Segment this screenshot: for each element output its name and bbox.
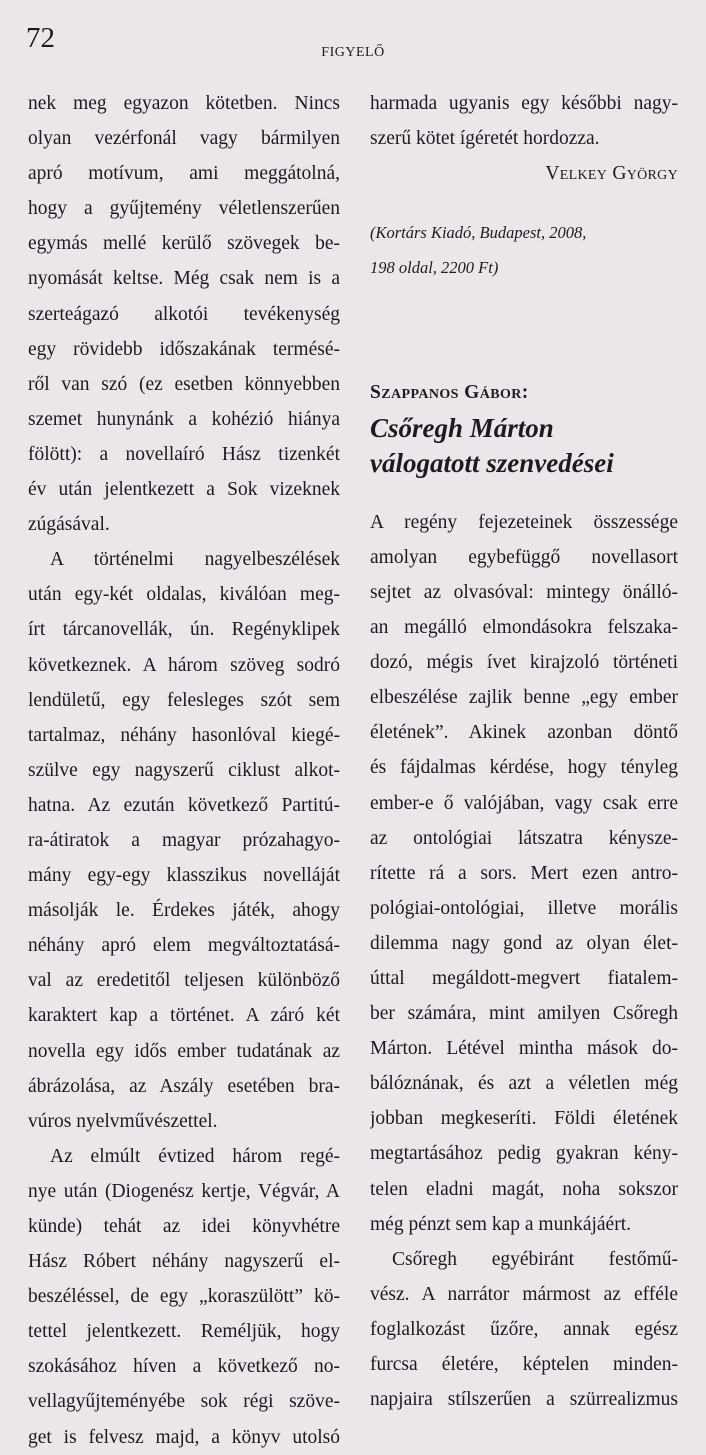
text-line: vellagyűjteményébe sok régi szöve-: [28, 1391, 340, 1413]
spacer: [370, 285, 678, 375]
text-line: zúgásával.: [28, 514, 110, 536]
spacer: [370, 481, 678, 505]
text-line: nek meg egyazon kötetben. Nincs: [28, 93, 340, 114]
text-line: szerű kötet ígéretét hordozza.: [370, 128, 600, 150]
text-line: napjaira stílszerűen a szürrealizmus: [370, 1389, 678, 1411]
text-line: még pénzt sem kap a munkájáért.: [370, 1213, 631, 1235]
text-line: vész. A narrátor mármost az efféle: [370, 1283, 678, 1305]
text-line: künde) tehát az idei könyvhétre: [28, 1216, 340, 1237]
text-line: pológiai-ontológiai, illetve morális: [370, 897, 678, 919]
publication-info: (Kortárs Kiadó, Budapest, 2008,: [370, 223, 587, 243]
text-line: szülve egy nagyszerű ciklust alkot-: [28, 759, 340, 781]
text-line: nye után (Diogenész kertje, Végvár, A: [28, 1180, 340, 1202]
text-line: beszéléssel, de egy „koraszülött” kö-: [28, 1286, 340, 1308]
reviewer-name: Velkey György: [545, 163, 678, 185]
text-line: vúros nyelvművészettel.: [28, 1110, 218, 1132]
text-line: hatna. Az ezután következő Partitú-: [28, 794, 340, 816]
text-line: szokásához híven a következő no-: [28, 1356, 340, 1378]
text-line: megtartásához pedig gyakran kény-: [370, 1143, 678, 1165]
text-line: foglalkozást űzőre, annak egész: [370, 1318, 678, 1340]
text-line: és fájdalmas kérdése, hogy tényleg: [370, 757, 678, 779]
text-line: év után jelentkezett a Sok vizeknek: [28, 479, 340, 501]
text-line: mány egy-egy klasszikus novelláját: [28, 865, 340, 887]
text-line: ábrázolása, az Aszály esetében bra-: [28, 1075, 340, 1097]
text-line: néhány apró elem megváltoztatásá-: [28, 935, 340, 957]
spacer: [370, 191, 678, 215]
text-line: telen eladni magát, noha sokszor: [370, 1178, 678, 1200]
text-line: Hász Róbert néhány nagyszerű el-: [28, 1251, 340, 1273]
text-line: A történelmi nagyelbeszélések: [50, 549, 340, 571]
text-line: karaktert kap a történet. A záró két: [28, 1005, 340, 1027]
text-line: Márton. Létével mintha mások do-: [370, 1038, 678, 1060]
text-line: az ontológiai látszatra kénysze-: [370, 827, 678, 849]
text-line: harmada ugyanis egy későbbi nagy-: [370, 93, 678, 114]
text-line: egymás mellé kerülő szövegek be-: [28, 233, 340, 255]
text-line: Az elmúlt évtized három regé-: [50, 1145, 340, 1167]
text-line: egy rövidebb időszakának termésé-: [28, 338, 340, 360]
text-line: A regény fejezeteinek összessége: [370, 511, 678, 533]
text-line: szerteágazó alkotói tevékenység: [28, 303, 340, 325]
text-line: után egy-két oldalas, kiválóan meg-: [28, 584, 340, 606]
text-line: bálóznának, és azt a véletlen még: [370, 1073, 678, 1095]
text-line: dozó, mégis ívet kirajzoló történeti: [370, 652, 678, 674]
text-line: amolyan egybefüggő novellasort: [370, 546, 678, 568]
text-line: dilemma nagy gond az olyan élet-: [370, 932, 678, 954]
text-line: életének”. Akinek azonban döntő: [370, 722, 678, 744]
publication-info: 198 oldal, 2200 Ft): [370, 258, 499, 278]
review-author: Szappanos Gábor:: [370, 382, 529, 404]
text-line: tettel jelentkezett. Reméljük, hogy: [28, 1321, 340, 1343]
text-line: szemet hunynánk a kohézió hiánya: [28, 408, 340, 430]
text-line: ber számára, mint amilyen Csőregh: [370, 1003, 678, 1025]
left-column: [28, 86, 340, 1455]
text-line: ra-átiratok a magyar prózahagyo-: [28, 829, 340, 851]
review-title: válogatott szenvedései: [370, 447, 614, 478]
text-line: írt tárcanovellák, ún. Regényklipek: [28, 619, 340, 641]
text-line: hogy a gyűjtemény véletlenszerűen: [28, 198, 340, 220]
text-line: fölött): a novellaíró Hász tizenkét: [28, 443, 340, 465]
text-line: következnek. A három szöveg sodró: [28, 654, 340, 676]
text-line: ről van szó (ez esetben könnyebben: [28, 373, 340, 395]
text-line: lendületű, egy felesleges szót sem: [28, 689, 340, 711]
right-column: [370, 86, 678, 1417]
text-line: elbeszélése zajlik benne „egy ember: [370, 687, 678, 709]
text-line: apró motívum, ami meggátolná,: [28, 163, 340, 185]
text-line: tartalmaz, néhány hasonlóval kiegé-: [28, 724, 340, 746]
text-line: get is felvesz majd, a könyv utolsó: [28, 1426, 340, 1448]
page-number: 72: [26, 22, 55, 54]
text-line: nyomását keltse. Még csak nem is a: [28, 268, 340, 290]
running-head: FIGYELŐ: [321, 45, 385, 60]
text-line: furcsa életére, képtelen minden-: [370, 1354, 678, 1375]
text-line: úttal megáldott-megvert fiatalem-: [370, 967, 678, 989]
text-line: an megálló elmondásokra felszaka-: [370, 617, 678, 639]
text-line: másolják le. Érdekes játék, ahogy: [28, 900, 340, 922]
text-line: ember-e ő valójában, vagy csak erre: [370, 792, 678, 814]
text-line: jobban megkeseríti. Földi életének: [370, 1108, 678, 1130]
text-line: sejtet az olvasóval: mintegy önálló-: [370, 581, 678, 603]
text-line: val az eredetitől teljesen különböző: [28, 970, 340, 992]
text-line: Csőregh egyébiránt festőmű-: [392, 1248, 678, 1270]
text-line: olyan vezérfonál vagy bármilyen: [28, 128, 340, 150]
review-title: Csőregh Márton: [370, 412, 554, 443]
text-line: novella egy idős ember tudatának az: [28, 1040, 340, 1062]
text-line: rítette rá a sors. Mert ezen antro-: [370, 862, 678, 884]
